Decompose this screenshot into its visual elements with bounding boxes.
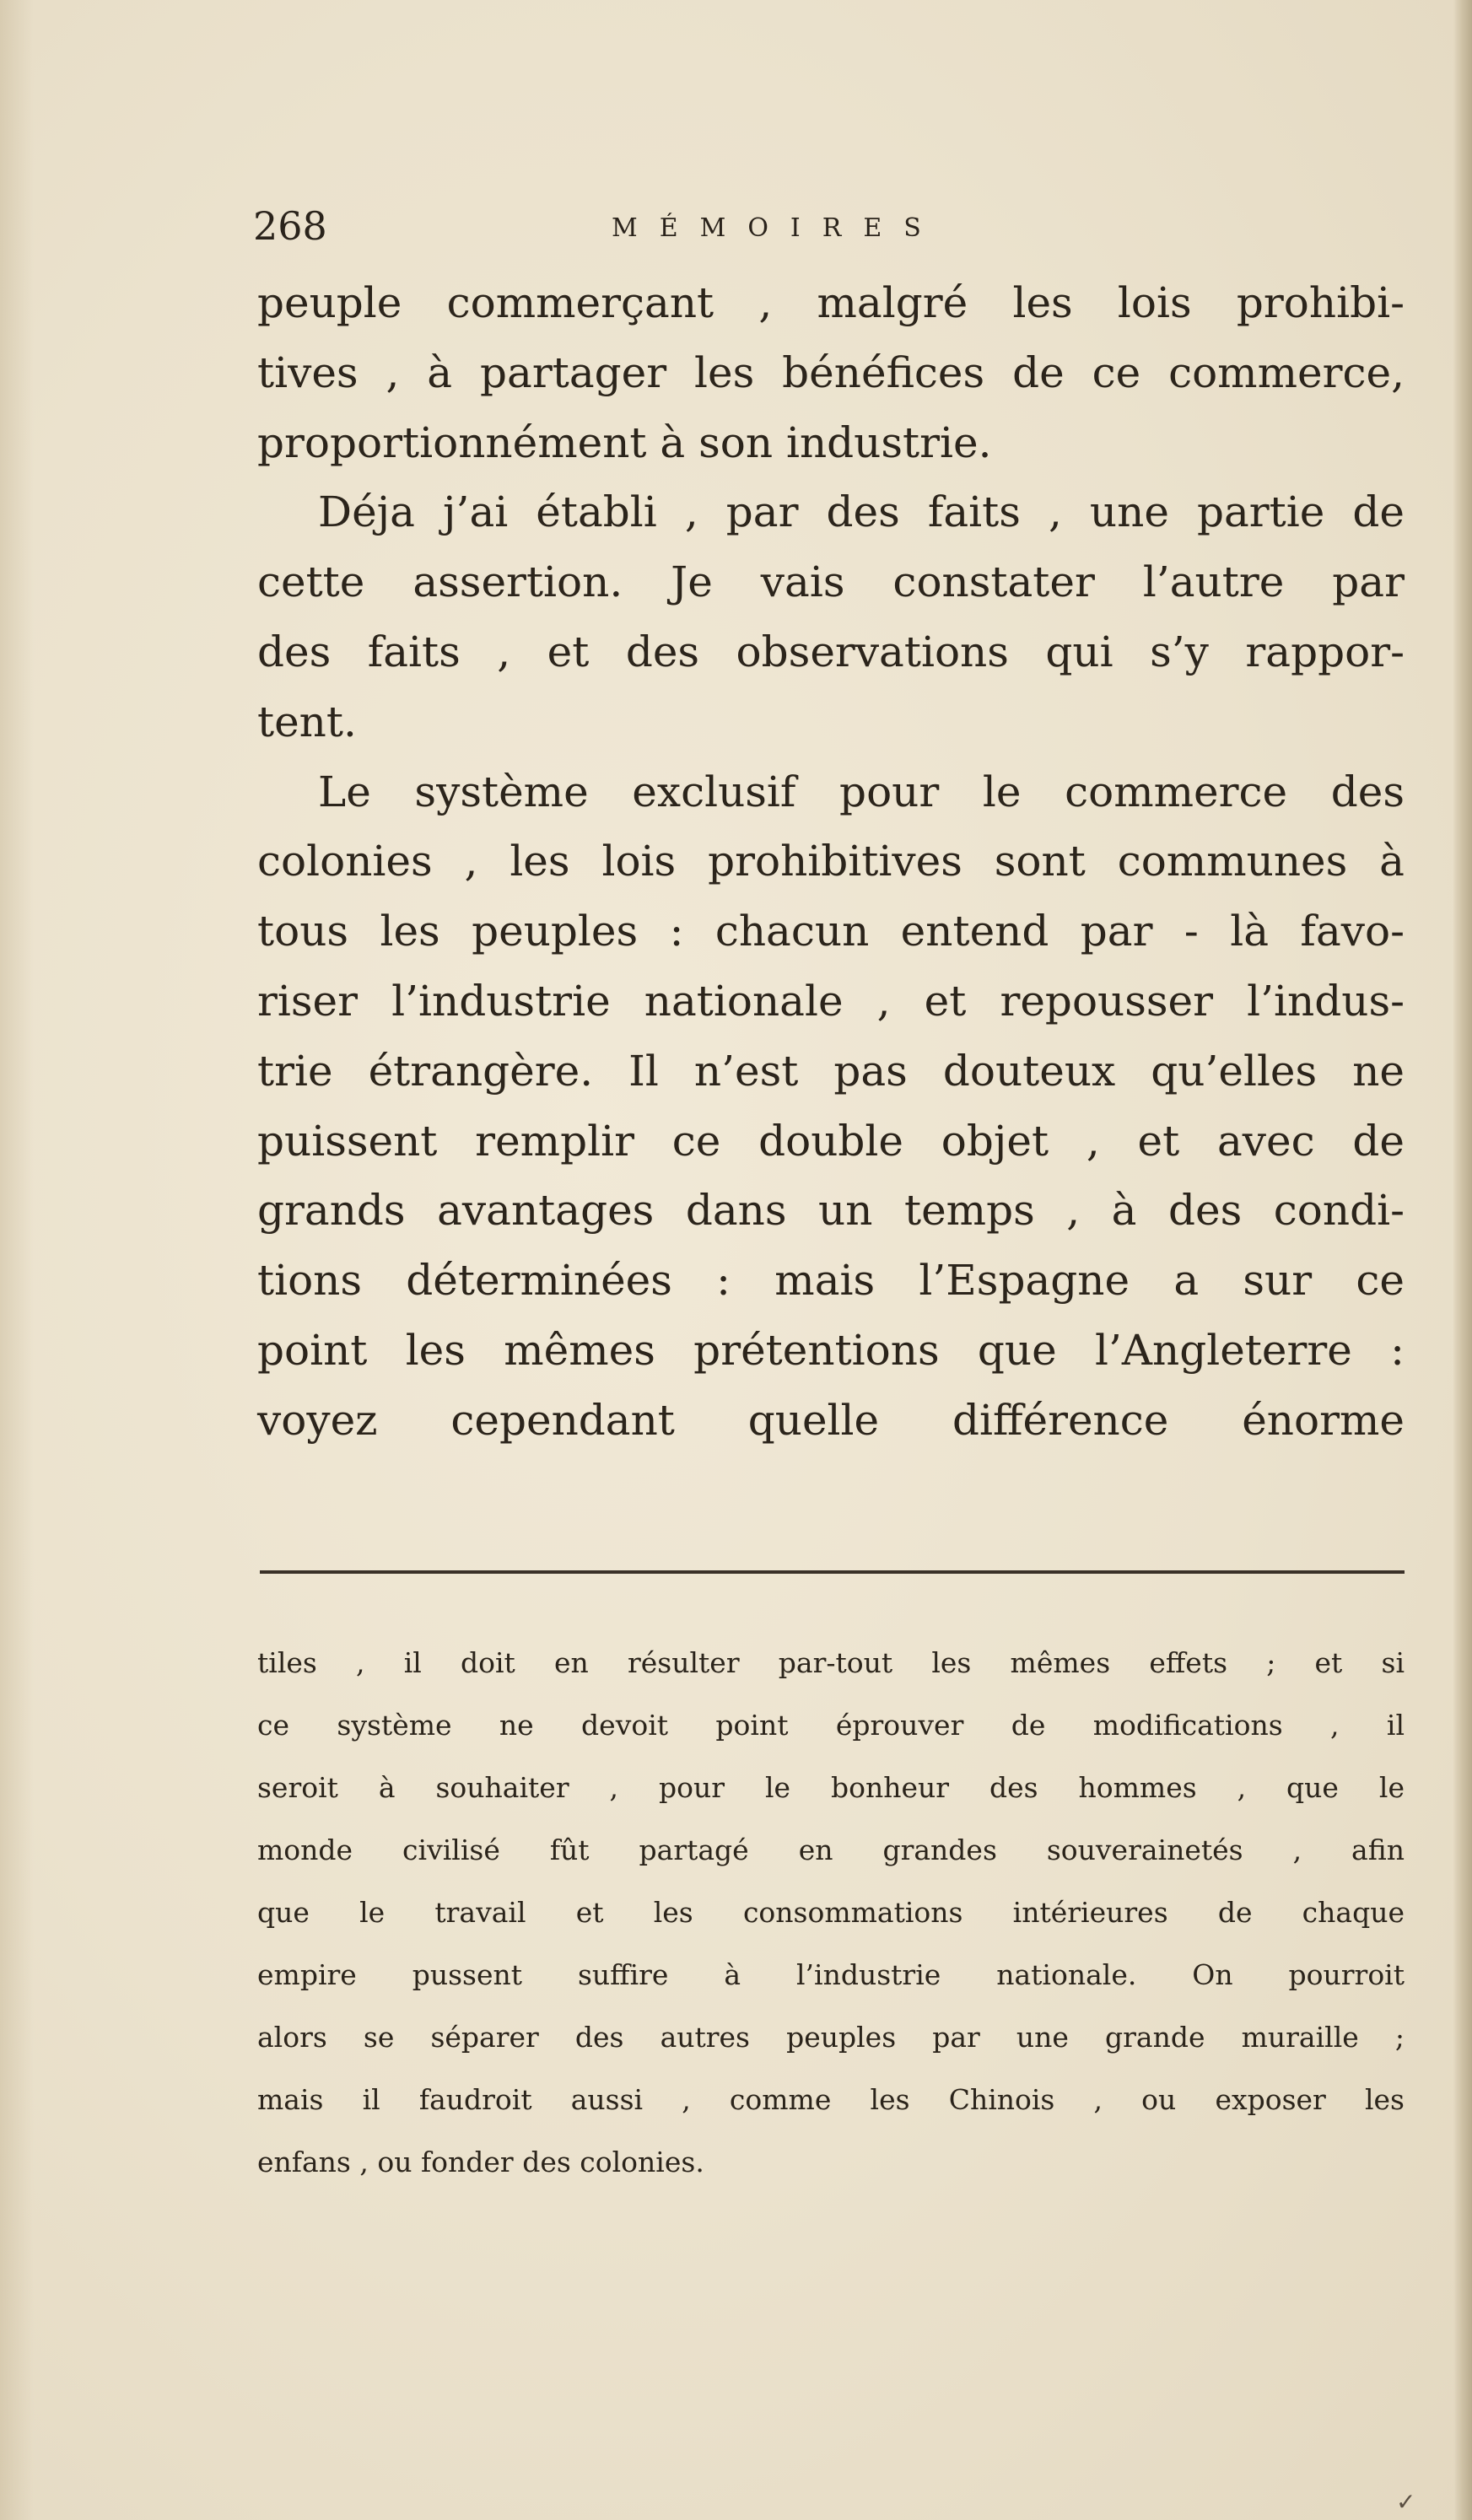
paragraph-continuation [257, 268, 1405, 477]
main-text [257, 268, 1405, 1456]
text-line: point les mêmes prétentions que l’Angleterre : [257, 1325, 1405, 1375]
footnote-line: que le travail et les consommations intérieures de chaque [257, 1896, 1405, 1929]
text-line: Le système exclusif pour le commerce des [318, 767, 1405, 816]
footnote-line: empire pussent suffire à l’industrie nationale. On pourroit [257, 1958, 1405, 1991]
page-edge [1453, 0, 1472, 2520]
text-line: proportionnément à son industrie. [257, 417, 992, 467]
footnote [257, 1632, 1405, 2194]
footnote-rule [260, 1570, 1405, 1574]
text-line: colonies , les lois prohibitives sont communes à [257, 837, 1405, 886]
text-line: tives , à partager les bénéfices de ce commerce, [257, 347, 1405, 397]
corner-mark: ✓ [1396, 2488, 1416, 2516]
text-line: Déja j’ai établi , par des faits , une partie de [318, 487, 1405, 537]
spine-shadow [0, 0, 34, 2520]
text-line: voyez cependant quelle différence énorme [257, 1395, 1405, 1445]
paragraph [257, 757, 1405, 1456]
footnote-line: seroit à souhaiter , pour le bonheur des hommes , que le [257, 1771, 1405, 1804]
footnote-line: alors se séparer des autres peuples par une grande muraille ; [257, 2021, 1405, 2054]
footnote-line: mais il faudroit aussi , comme les Chinois , ou exposer les [257, 2083, 1405, 2116]
footnote-line: ce système ne devoit point éprouver de modifications , il [257, 1709, 1405, 1742]
text-line: puissent remplir ce double objet , et avec de [257, 1116, 1405, 1166]
text-line: tent. [257, 697, 357, 746]
text-line: des faits , et des observations qui s’y rappor- [257, 627, 1405, 676]
text-line: tous les peuples : chacun entend par - là favo- [257, 907, 1405, 956]
text-line: riser l’industrie nationale , et repousser l’indus- [257, 976, 1405, 1026]
footnote-line: enfans , ou fonder des colonies. [257, 2146, 704, 2178]
paragraph [257, 477, 1405, 757]
running-title: MÉMOIRES [612, 213, 943, 243]
page-header [253, 201, 1409, 260]
text-line: grands avantages dans un temps , à des condi- [257, 1186, 1405, 1236]
footnote-line: tiles , il doit en résulter par-tout les mêmes effets ; et si [257, 1646, 1405, 1679]
text-line: cette assertion. Je vais constater l’autre par [257, 557, 1405, 607]
text-line: tions déterminées : mais l’Espagne a sur ce [257, 1256, 1405, 1306]
text-line: trie étrangère. Il n’est pas douteux qu’elles ne [257, 1046, 1405, 1096]
page-number: 268 [253, 203, 327, 249]
footnote-line: monde civilisé fût partagé en grandes souverainetés , afin [257, 1833, 1405, 1866]
text-line: peuple commerçant , malgré les lois prohibi- [257, 278, 1405, 327]
